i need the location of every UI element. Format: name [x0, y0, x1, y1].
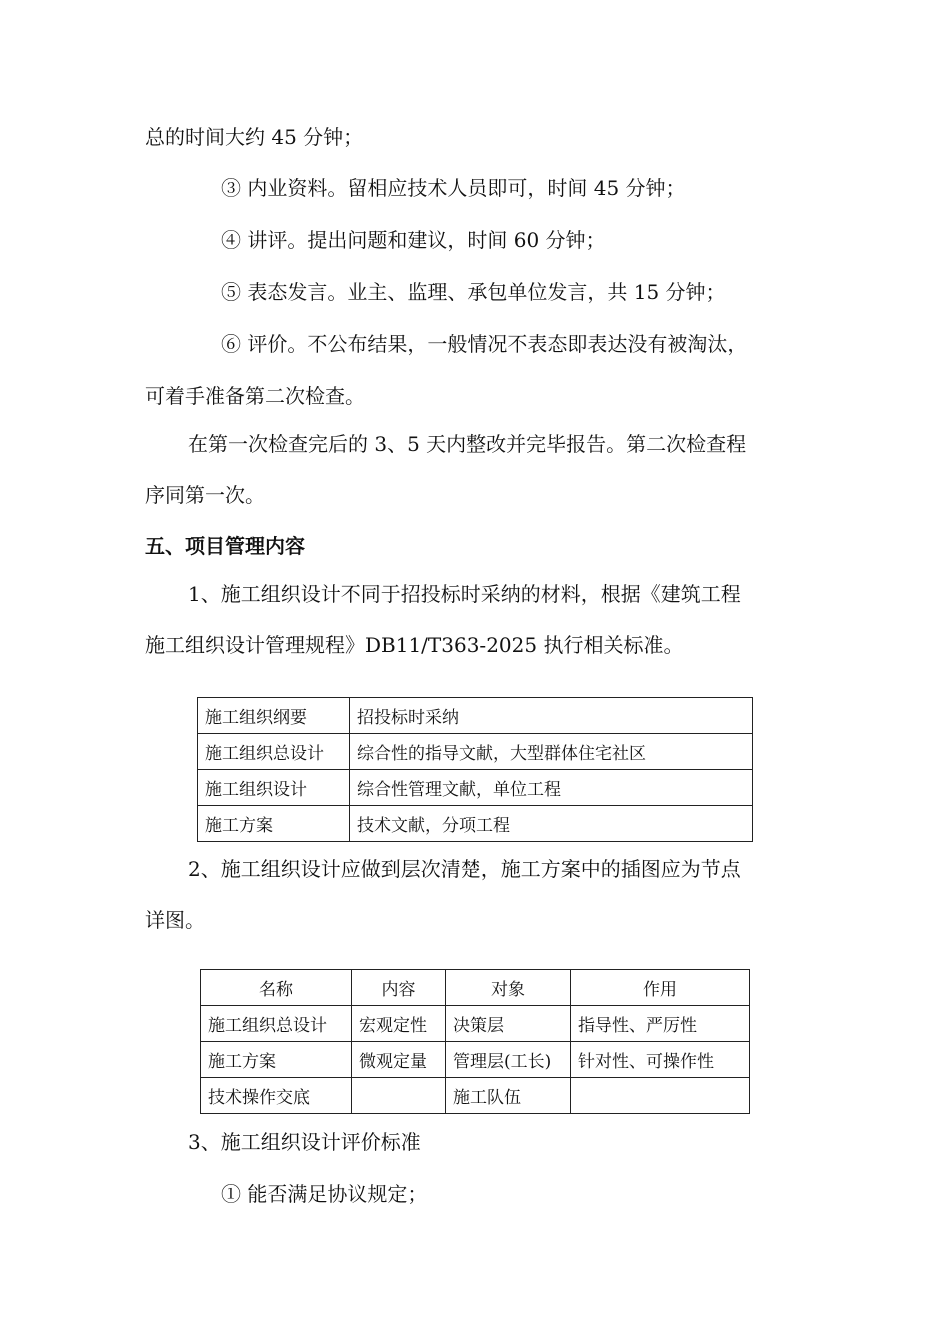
paragraph-line: ④ 讲评。提出问题和建议，时间 60 分钟； [221, 228, 606, 252]
table-row [198, 770, 753, 806]
table-cell: 技术文献，分项工程 [350, 806, 753, 842]
table-row [198, 698, 753, 734]
table-cell [571, 1078, 750, 1114]
table-cell: 管理层(工长) [446, 1042, 571, 1078]
table-header-cell: 名称 [201, 970, 352, 1006]
table-cell: 施工组织纲要 [198, 698, 350, 734]
paragraph-line: 总的时间大约 45 分钟； [145, 125, 364, 149]
table-cell: 决策层 [446, 1006, 571, 1042]
table-cell [352, 1078, 446, 1114]
table-cell: 施工组织设计 [198, 770, 350, 806]
table-cell: 施工组织总设计 [201, 1006, 352, 1042]
table-header-cell: 内容 [352, 970, 446, 1006]
table-header-cell: 对象 [446, 970, 571, 1006]
paragraph-line: 1、施工组织设计不同于招投标时采纳的材料，根据《建筑工程 [188, 582, 741, 606]
table-header-row [201, 970, 750, 1006]
paragraph-line: 3、施工组织设计评价标准 [188, 1130, 421, 1154]
table-cell: 针对性、可操作性 [571, 1042, 750, 1078]
table-row [201, 1078, 750, 1114]
table-row [198, 806, 753, 842]
section-heading: 五、项目管理内容 [145, 534, 305, 558]
plan-types-table [197, 697, 753, 842]
paragraph-line: ⑥ 评价。不公布结果，一般情况不表态即表达没有被淘汰， [221, 332, 748, 356]
paragraph-line: 施工组织设计管理规程》DB11/T363-2025 执行相关标准。 [145, 633, 684, 657]
table-cell: 施工队伍 [446, 1078, 571, 1114]
table-cell: 技术操作交底 [201, 1078, 352, 1114]
paragraph-line: 可着手准备第二次检查。 [145, 384, 365, 408]
paragraph-line: 序同第一次。 [145, 483, 265, 507]
table-cell: 综合性管理文献，单位工程 [350, 770, 753, 806]
table-cell: 微观定量 [352, 1042, 446, 1078]
table-row [201, 1042, 750, 1078]
plan-comparison-table [200, 969, 750, 1114]
table-row [201, 1006, 750, 1042]
paragraph-line: ⑤ 表态发言。业主、监理、承包单位发言，共 15 分钟； [221, 280, 726, 304]
paragraph-line: 详图。 [145, 908, 205, 932]
table-header-cell: 作用 [571, 970, 750, 1006]
table-cell: 综合性的指导文献，大型群体住宅社区 [350, 734, 753, 770]
paragraph-line: ③ 内业资料。留相应技术人员即可，时间 45 分钟； [221, 176, 686, 200]
table-row [198, 734, 753, 770]
paragraph-line: 在第一次检查完后的 3、5 天内整改并完毕报告。第二次检查程 [188, 432, 747, 456]
paragraph-line: ① 能否满足协议规定； [221, 1182, 428, 1206]
table-cell: 施工方案 [201, 1042, 352, 1078]
paragraph-line: 2、施工组织设计应做到层次清楚，施工方案中的插图应为节点 [188, 857, 741, 881]
table-cell: 施工方案 [198, 806, 350, 842]
table-cell: 招投标时采纳 [350, 698, 753, 734]
table-cell: 指导性、严厉性 [571, 1006, 750, 1042]
table-cell: 宏观定性 [352, 1006, 446, 1042]
table-cell: 施工组织总设计 [198, 734, 350, 770]
